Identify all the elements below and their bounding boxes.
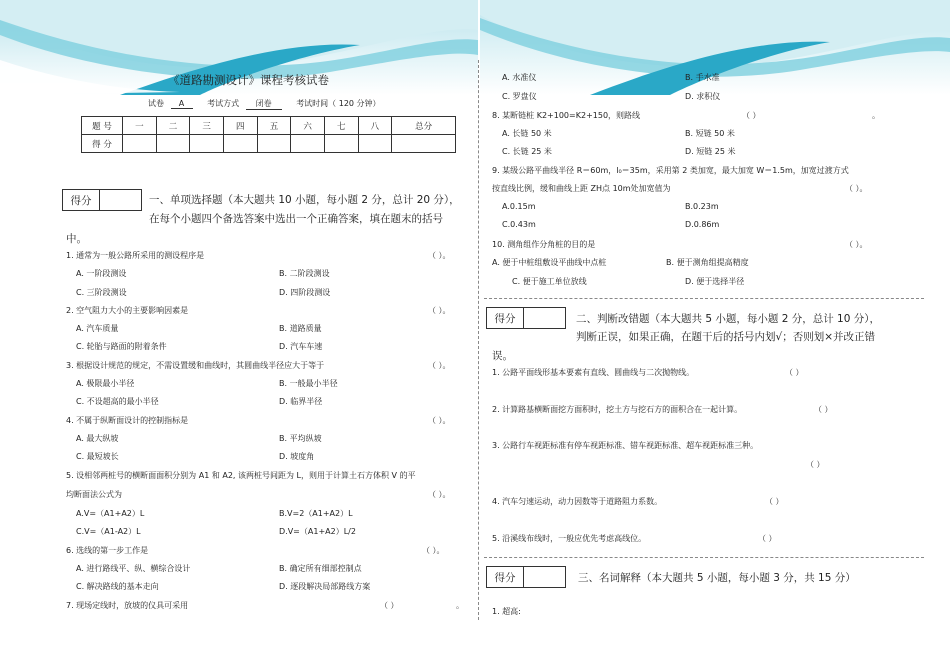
option-a: A. 便于中桩组敷设平曲线中点桩 (492, 258, 607, 267)
answer-paren[interactable]: （ ）。 (428, 361, 451, 370)
question-stem: 4. 不属于纵断面设计的控制指标是 (66, 416, 189, 425)
question-stem: 5. 设相邻两桩号的横断面面积分别为 A1 和 A2, 该两桩号间距为 L，则用于计算土石方体积 V 的平 (66, 471, 416, 480)
question-stem: 9. 某级公路平曲线半径 R＝60m，l₀＝35m，采用第 2 类加宽，最大加宽 W＝1.5m，加宽过渡方式 (492, 166, 849, 175)
question-stem-cont: 按直线比例，缓和曲线上距 ZH点 10m处加宽值为 (492, 184, 671, 193)
table-cell: 得 分 (82, 135, 123, 153)
section1-heading-end: 中。 (66, 233, 87, 245)
table-cell: 四 (223, 117, 257, 135)
score-cell[interactable] (291, 135, 325, 153)
column-divider (478, 60, 479, 620)
option-d: D. 求积仪 (685, 92, 721, 101)
score-cell[interactable] (156, 135, 190, 153)
section2-heading: 二、判断改错题（本大题共 5 小题，每小题 2 分，总计 10 分）， (576, 313, 880, 325)
answer-paren[interactable]: （ ） (814, 405, 833, 414)
time-label: 考试时间（ 120 分钟） (296, 99, 381, 108)
option-b: B. 一般最小半径 (279, 379, 338, 388)
question-stem: 8. 某断链桩 K2+100=K2+150，则路线 (492, 111, 641, 120)
option-d: D. 短链 25 米 (685, 147, 736, 156)
answer-paren[interactable]: （ ） (765, 497, 784, 506)
question-stem: 10. 测角组作分角桩的目的是 (492, 240, 596, 249)
option-c: C. 长链 25 米 (502, 147, 552, 156)
option-b: B. 便于测角组提高精度 (666, 258, 749, 267)
option-c: C. 轮胎与路面的附着条件 (76, 342, 167, 351)
table-cell: 八 (358, 117, 392, 135)
table-cell: 六 (291, 117, 325, 135)
score-box-input[interactable] (524, 308, 565, 328)
answer-paren[interactable]: （ ） (380, 601, 399, 610)
table-cell: 二 (156, 117, 190, 135)
option-b: B. 手水准 (685, 73, 720, 82)
score-table (81, 116, 456, 153)
option-b: B. 短链 50 米 (685, 129, 735, 138)
option-d: D. 坡度角 (279, 452, 315, 461)
section2-heading-end: 误。 (492, 350, 513, 362)
option-d: D.0.86m (685, 220, 720, 229)
score-cell[interactable] (223, 135, 257, 153)
option-a: A. 水准仪 (502, 73, 537, 82)
question-stem: 6. 选线的第一步工作是 (66, 546, 149, 555)
section-separator (484, 557, 924, 558)
option-d: D.V=（A1+A2）L/2 (279, 527, 356, 536)
section1-heading-cont: 在每个小题四个备选答案中选出一个正确答案，填在题末的括号 (149, 213, 443, 225)
section2-heading-cont: 判断正误，如果正确，在题干后的括号内划√；否则划×并改正错 (576, 331, 875, 343)
option-c: C. 不设超高的最小半径 (76, 397, 159, 406)
answer-paren[interactable]: （ ） (758, 534, 777, 543)
option-b: B. 平均纵坡 (279, 434, 322, 443)
score-cell[interactable] (392, 135, 456, 153)
score-cell[interactable] (358, 135, 392, 153)
score-table-header-row (82, 117, 456, 135)
score-box-label: 得分 (487, 567, 524, 587)
answer-paren[interactable]: （ ） (806, 460, 825, 469)
question-end-mark: 。 (872, 111, 880, 120)
answer-paren[interactable]: （ ）。 (422, 546, 445, 555)
answer-paren[interactable]: （ ） (785, 368, 804, 377)
section-separator (484, 298, 924, 299)
paper-value: A (171, 99, 193, 109)
judge-item: 3. 公路行车视距标准有停车视距标准、错车视距标准、超车视距标准三种。 (492, 441, 759, 450)
option-c: C. 便于施工单位放线 (512, 277, 587, 286)
score-cell[interactable] (257, 135, 291, 153)
option-c: C.V=（A1-A2）L (76, 527, 141, 536)
answer-paren[interactable]: （ ） (742, 111, 761, 120)
option-a: A.0.15m (502, 202, 536, 211)
section1-heading: 一、单项选择题（本大题共 10 小题，每小题 2 分，总计 20 分）， (149, 194, 460, 206)
option-b: B. 二阶段测设 (279, 269, 330, 278)
option-d: D. 便于选择半径 (685, 277, 745, 286)
question-stem: 7. 现场定线时，放坡的仪具可采用 (66, 601, 189, 610)
judge-item: 5. 沿溪线布线时，一般应优先考虑高线位。 (492, 534, 647, 543)
method-value: 闭卷 (246, 98, 282, 110)
option-a: A. 长链 50 米 (502, 129, 552, 138)
answer-paren[interactable]: （ ）。 (845, 184, 868, 193)
score-cell[interactable] (123, 135, 157, 153)
answer-paren[interactable]: （ ）。 (428, 490, 451, 499)
score-cell[interactable] (324, 135, 358, 153)
method-label: 考试方式 (207, 99, 240, 108)
answer-paren[interactable]: （ ）。 (845, 240, 868, 249)
option-d: D. 四阶段测设 (279, 288, 331, 297)
option-b: B. 确定所有细部控制点 (279, 564, 362, 573)
judge-item: 1. 公路平面线形基本要素有直线、圆曲线与二次抛物线。 (492, 368, 695, 377)
option-a: A. 极限最小半径 (76, 379, 135, 388)
option-a: A. 最大纵坡 (76, 434, 119, 443)
option-a: A. 一阶段测设 (76, 269, 127, 278)
option-b: B.V=2（A1+A2）L (279, 509, 353, 518)
option-d: D. 汽车车速 (279, 342, 323, 351)
table-cell: 总分 (392, 117, 456, 135)
option-a: A. 进行路线平、纵、横综合设计 (76, 564, 191, 573)
option-d: D. 临界半径 (279, 397, 323, 406)
option-c: C.0.43m (502, 220, 536, 229)
score-box-label: 得分 (63, 190, 100, 210)
option-c: C. 三阶段测设 (76, 288, 127, 297)
answer-paren[interactable]: （ ）。 (428, 306, 451, 315)
question-stem: 2. 空气阻力大小的主要影响因素是 (66, 306, 189, 315)
paper-label: 试卷 (148, 99, 164, 108)
judge-item: 2. 计算路基横断面挖方面积时，挖土方与挖石方的面积合在一起计算。 (492, 405, 743, 414)
exam-info (148, 98, 381, 110)
section3-heading: 三、名词解释（本大题共 5 小题，每小题 3 分，共 15 分） (578, 572, 856, 584)
score-box-input[interactable] (524, 567, 565, 587)
table-cell: 五 (257, 117, 291, 135)
question-stem-cont: 均断面法公式为 (66, 490, 122, 499)
option-c: C. 罗盘仪 (502, 92, 537, 101)
option-d: D. 逐段解决局部路线方案 (279, 582, 371, 591)
option-a: A.V=（A1+A2）L (76, 509, 145, 518)
section3-score-box (486, 566, 566, 588)
table-cell: 一 (123, 117, 157, 135)
option-a: A. 汽车质量 (76, 324, 119, 333)
score-cell[interactable] (190, 135, 224, 153)
table-cell: 三 (190, 117, 224, 135)
table-cell: 七 (324, 117, 358, 135)
section1-score-box (62, 189, 142, 211)
section2-score-box (486, 307, 566, 329)
question-stem: 1. 通常为一般公路所采用的测设程序是 (66, 251, 205, 260)
option-c: C. 解决路线的基本走向 (76, 582, 159, 591)
score-box-input[interactable] (100, 190, 141, 210)
judge-item: 4. 汽车匀速运动，动力因数等于道路阻力系数。 (492, 497, 663, 506)
option-b: B. 道路质量 (279, 324, 322, 333)
answer-paren[interactable]: （ ）。 (428, 416, 451, 425)
term-item: 1. 超高: (492, 607, 521, 616)
question-end-mark: 。 (456, 601, 464, 610)
question-stem: 3. 根据设计规范的规定，不需设置缓和曲线时，其圆曲线半径应大于等于 (66, 361, 325, 370)
answer-paren[interactable]: （ ）。 (428, 251, 451, 260)
option-b: B.0.23m (685, 202, 719, 211)
score-table-score-row (82, 135, 456, 153)
option-c: C. 最短坡长 (76, 452, 119, 461)
table-cell: 题 号 (82, 117, 123, 135)
exam-title: 《道路勘测设计》课程考核试卷 (168, 73, 329, 87)
score-box-label: 得分 (487, 308, 524, 328)
